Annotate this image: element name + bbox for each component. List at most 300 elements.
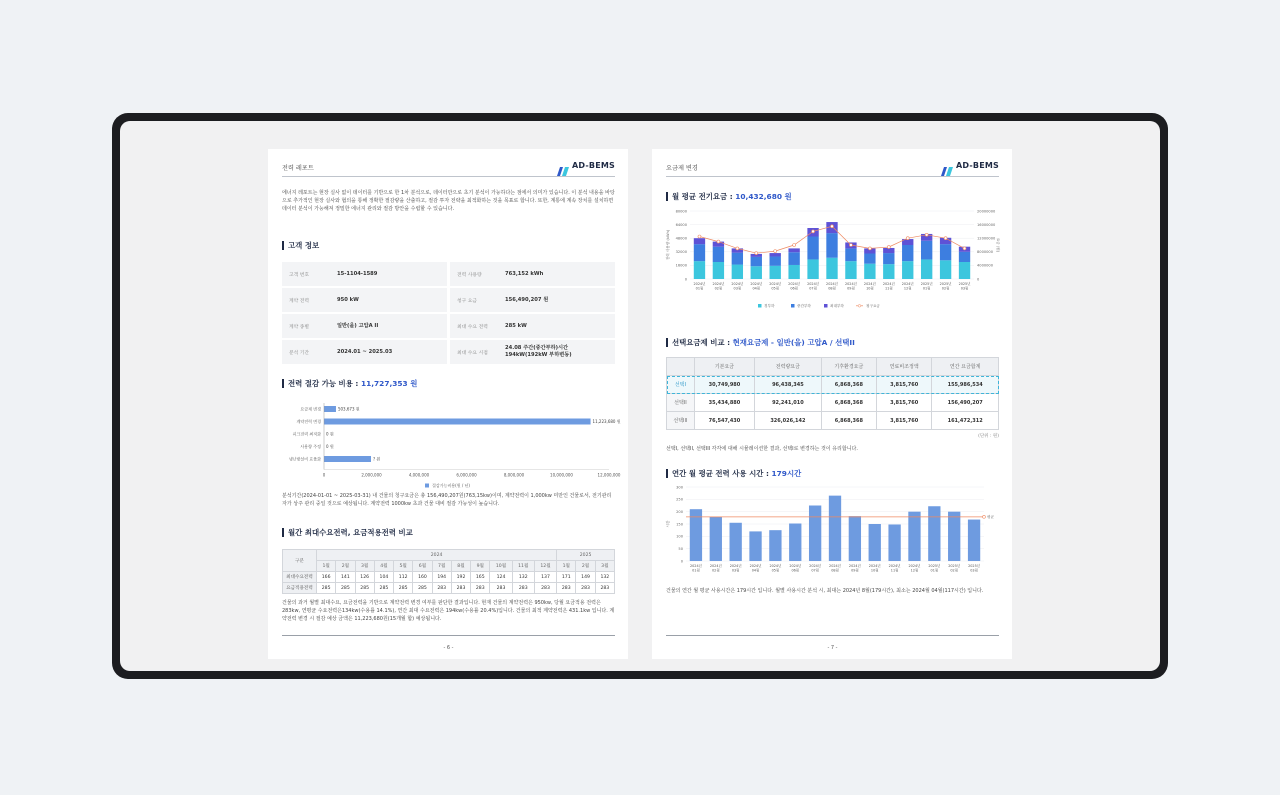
legend-label: 중간부하 [797, 304, 811, 308]
saving-text: 분석기간(2024-01-01 ~ 2025-03-31) 내 건물의 청구요금은 총 156,490,207원(763,15kw)이며, 계약전력이 1,000kw 미만인 건물로서, 전기관리자가 상주 관리 중일 것으로 예상됩니다. 계약전력 1000kw 초과 건물 대비 절감 가능성이 높습니다. [282, 493, 612, 507]
x-tick-label: 2024년 [868, 564, 881, 568]
x-tick-label: 01월 [930, 568, 939, 573]
table-cell: 165 [471, 572, 490, 583]
x-tick-label: 12,000,000 [597, 472, 621, 478]
table-cell: 149 [576, 572, 595, 583]
usage-section-title: 연간 월 평균 전력 사용 시간 : 179시간 [666, 469, 801, 478]
bar-data-label: 0 원 [326, 444, 334, 450]
table-cell: 283 [576, 583, 595, 594]
usage-bar [710, 517, 722, 561]
table-cell: 112 [394, 572, 413, 583]
cost-point [831, 225, 834, 228]
x-tick-label: 2025년 [920, 282, 933, 286]
table-cell: 137 [534, 572, 556, 583]
table-cell: 192 [451, 572, 470, 583]
info-label: 고객 번호 [289, 272, 310, 278]
table-cell: 3,815,760 [877, 376, 932, 394]
column-header [667, 358, 695, 376]
table-cell: 30,749,980 [694, 376, 754, 394]
month-header: 5월 [394, 561, 413, 572]
stacked-bar-segment [902, 245, 913, 261]
x-tick-label: 2024년 [788, 282, 801, 286]
page-footer [282, 635, 615, 651]
stacked-bar-segment [694, 238, 705, 244]
y-tick-label: 200 [676, 509, 683, 514]
saving-bar [324, 456, 371, 462]
stacked-bar-segment [864, 264, 875, 279]
info-cell [282, 314, 447, 338]
x-tick-label: 2024년 [689, 564, 702, 568]
info-value: 156,490,207 원 [505, 296, 549, 303]
average-label: 평균 [987, 515, 994, 520]
table-cell: 283 [432, 583, 451, 594]
stacked-bar-segment [959, 262, 970, 279]
legend-label: 청구요금 [866, 304, 880, 308]
x-tick-label: 01월 [922, 286, 931, 291]
month-header: 3월 [355, 561, 374, 572]
customer-section-title: 고객 정보 [282, 241, 319, 250]
cost-point [849, 244, 852, 247]
legend-swatch [425, 484, 429, 488]
legend-label: 경부하 [764, 304, 775, 308]
x-tick-label: 10월 [870, 568, 879, 573]
x-tick-label: 08월 [831, 568, 839, 573]
y-tick-label: 50 [678, 546, 683, 551]
usage-bar [928, 506, 940, 561]
month-header: 11월 [512, 561, 534, 572]
stacked-bar-segment [751, 266, 762, 279]
y-tick-label: 32000 [675, 250, 687, 255]
stacked-bar-segment [921, 241, 932, 260]
x-tick-label: 2024년 [829, 564, 841, 568]
x-tick-label: 2024년 [769, 282, 782, 286]
year-header: 2024 [317, 550, 557, 561]
brand-name: AD-BEMS [956, 161, 999, 170]
table-row [667, 412, 999, 430]
x-tick-label: 07월 [811, 568, 819, 573]
x-tick-label: 2024년 [848, 564, 861, 568]
x-tick-label: 01월 [692, 568, 700, 573]
bar-data-label: 11,223,680 원 [592, 419, 621, 425]
table-cell: 126 [355, 572, 374, 583]
page-footer [666, 635, 999, 651]
table-cell: 285 [317, 583, 336, 594]
table-cell: 76,547,430 [694, 412, 754, 430]
info-row [282, 340, 615, 364]
info-cell [450, 340, 615, 364]
table-cell: 92,241,010 [755, 394, 822, 412]
stacked-bar-segment [770, 266, 781, 279]
brand-logo [941, 161, 999, 170]
customer-info-grid [282, 262, 615, 366]
table-row [283, 572, 615, 583]
x-tick-label: 2024년 [809, 564, 822, 568]
page-number: - 7 - [827, 645, 838, 651]
usage-bar [829, 496, 841, 561]
table-cell: 96,438,345 [755, 376, 822, 394]
y-tick-label: 16000 [675, 263, 687, 268]
cost-point [868, 247, 871, 250]
x-tick-label: 01월 [695, 286, 704, 291]
stacked-bar-segment [694, 244, 705, 261]
table-cell: 132 [512, 572, 534, 583]
x-tick-label: 03월 [970, 568, 978, 573]
table-cell: 283 [451, 583, 470, 594]
report-page-7 [652, 149, 1012, 659]
month-header: 3월 [595, 561, 614, 572]
table-cell: 285 [336, 583, 355, 594]
x-tick-label: 6,000,000 [456, 472, 477, 478]
info-label: 계약 전력 [289, 298, 310, 304]
stacked-bar-segment [788, 252, 799, 265]
x-tick-label: 2024년 [750, 282, 763, 286]
month-header: 10월 [490, 561, 512, 572]
y2-tick-label: 4000000 [977, 263, 994, 268]
row-label: 요금적용전력 [283, 583, 317, 594]
x-tick-label: 2024년 [749, 564, 762, 568]
month-header: 2월 [336, 561, 355, 572]
info-row [282, 288, 615, 312]
saving-bar-chart [282, 397, 621, 493]
info-label: 분석 기간 [289, 350, 310, 356]
y2-tick-label: 8000000 [977, 250, 994, 255]
x-tick-label: 05월 [771, 286, 779, 291]
legend-swatch [791, 304, 795, 308]
stacked-bar-segment [940, 260, 951, 279]
x-tick-label: 2024년 [712, 282, 725, 286]
x-tick-label: 08월 [828, 286, 836, 291]
month-header: 4월 [374, 561, 393, 572]
x-tick-label: 11월 [885, 286, 893, 291]
x-tick-label: 10,000,000 [550, 472, 573, 478]
table-cell: 141 [336, 572, 355, 583]
saving-bar [324, 406, 336, 412]
usage-bar [869, 524, 881, 561]
row-label: 선택I [667, 376, 695, 394]
x-tick-label: 2025년 [928, 564, 941, 568]
intro-text: 에너지 레포트는 현장 실사 없이 데이터를 기반으로 한 1차 분석으로, 데이터만으로 초기 분석이 가능하다는 점에서 의미가 있습니다. 이 분석 내용을 바탕으로 추가적인 현장 실사와 협의을 통해 정확한 절감량을 산출하고, 절감 투자 전략을 최적화하는 것을 목표로 합니다. 또한, 계통에 계속 장치를 설치하면 데이터 분석이 가능해져 정밀한 에너지 관리와 절감 방안을 수립할 수 있습니다. [282, 190, 615, 212]
demand-table [282, 549, 615, 594]
table-row [667, 394, 999, 412]
stacked-bar-segment [713, 247, 724, 262]
legend-swatch [824, 304, 828, 308]
stacked-bar-segment [770, 253, 781, 256]
info-cell [282, 262, 447, 286]
bar-data-label: ? 원 [373, 456, 381, 462]
row-label: 최대수요전력 [283, 572, 317, 583]
table-cell: 124 [490, 572, 512, 583]
month-header: 9월 [471, 561, 490, 572]
compare-text: 선택I, 선택II, 선택III 각각에 대해 시뮬레이션한 결과, 선택I로 변경하는 것이 유리합니다. [666, 446, 858, 452]
x-tick-label: 2024년 [693, 282, 706, 286]
x-tick-label: 2024년 [888, 564, 901, 568]
brand-name: AD-BEMS [572, 161, 615, 170]
x-tick-label: 2024년 [709, 564, 722, 568]
cost-point [944, 237, 947, 240]
x-tick-label: 2,000,000 [361, 472, 382, 478]
x-tick-label: 0 [322, 472, 326, 478]
month-header: 6월 [413, 561, 432, 572]
table-cell: 3,815,760 [877, 394, 932, 412]
month-header: 12월 [534, 561, 556, 572]
stacked-bar-segment [826, 233, 837, 258]
y-tick-label: 64000 [675, 222, 687, 227]
cost-point [736, 247, 739, 250]
brand-logo-icon [557, 161, 569, 170]
page-header [666, 161, 999, 177]
x-tick-label: 03월 [733, 286, 742, 291]
average-marker [983, 515, 986, 518]
info-label: 전력 사용량 [457, 272, 482, 278]
monthly-cost-chart [666, 207, 999, 315]
table-cell: 171 [557, 572, 576, 583]
stacked-bar-segment [921, 259, 932, 279]
cost-point [698, 235, 701, 238]
y-axis-label: 전력 사용량 (kWh) [666, 229, 670, 261]
x-tick-label: 05월 [771, 568, 780, 573]
row-label: 선택III [667, 412, 695, 430]
x-tick-label: 2025년 [948, 564, 961, 568]
y-tick-label: 150 [676, 522, 683, 527]
x-tick-label: 2025년 [958, 282, 971, 286]
table-cell: 156,490,207 [932, 394, 999, 412]
cost-point [925, 233, 928, 236]
legend-swatch [758, 304, 762, 308]
y-tick-label: 250 [676, 497, 683, 502]
x-tick-label: 12월 [910, 568, 919, 573]
info-row [282, 314, 615, 338]
cost-point [717, 240, 720, 243]
info-value: 950 kW [337, 296, 359, 303]
stacked-bar-segment [732, 265, 743, 279]
y2-tick-label: 0 [977, 277, 980, 282]
table-cell: 285 [374, 583, 393, 594]
bar-category-label: 요금제 변경 [300, 406, 321, 412]
legend-label: 최대부하 [830, 304, 844, 308]
info-label: 계약 종별 [289, 324, 310, 330]
info-cell [450, 314, 615, 338]
stacked-bar-segment [883, 264, 894, 279]
table-cell: 283 [471, 583, 490, 594]
tablet-frame [112, 113, 1168, 679]
x-tick-label: 02월 [950, 568, 958, 573]
stacked-bar-segment [694, 261, 705, 279]
year-header: 2025 [557, 550, 615, 561]
brand-logo-icon [941, 161, 953, 170]
table-cell: 104 [374, 572, 393, 583]
stacked-bar-segment [883, 253, 894, 264]
info-cell [282, 340, 447, 364]
legend-label: 절감가능비용(원 / 년) [432, 483, 470, 488]
table-cell: 132 [595, 572, 614, 583]
column-header: 전력량요금 [755, 358, 822, 376]
info-label: 최대 수요 시점 [457, 350, 488, 356]
usage-bar [789, 524, 801, 561]
stacked-bar-segment [788, 265, 799, 279]
legend-line-marker [858, 305, 861, 308]
cost-point [774, 250, 777, 253]
stacked-bar-segment [751, 257, 762, 266]
table-cell: 6,868,368 [821, 376, 876, 394]
x-tick-label: 2024년 [769, 564, 782, 568]
stacked-bar-segment [807, 237, 818, 260]
usage-bar [968, 520, 980, 561]
saving-section-title: 전력 절감 가능 비용 : 11,727,353 원 [282, 379, 417, 388]
x-tick-label: 04월 [751, 568, 760, 573]
stacked-bar-segment [807, 259, 818, 279]
x-tick-label: 2024년 [789, 564, 802, 568]
table-header-row [667, 358, 999, 376]
y2-tick-label: 12000000 [977, 236, 996, 241]
bar-category-label: 냉난방설비 효율화 [288, 456, 321, 462]
stacked-bar-segment [770, 256, 781, 265]
info-value: 15-1104-1589 [337, 270, 378, 277]
x-tick-label: 04월 [752, 286, 761, 291]
x-tick-label: 02월 [712, 568, 720, 573]
x-tick-label: 2024년 [844, 282, 857, 286]
usage-bar [769, 530, 781, 561]
table-cell: 283 [557, 583, 576, 594]
tablet-screen [120, 121, 1160, 671]
row-label: 선택II [667, 394, 695, 412]
x-tick-label: 2024년 [882, 282, 895, 286]
table-row [667, 376, 999, 394]
table-row [283, 583, 615, 594]
table-cell: 285 [413, 583, 432, 594]
monthly-section-title: 월 평균 전기요금 : 10,432,680 원 [666, 192, 792, 201]
info-value: 285 kW [505, 322, 527, 329]
x-tick-label: 12월 [903, 286, 912, 291]
column-header: 연료비조정액 [877, 358, 932, 376]
stacked-bar-segment [959, 252, 970, 262]
stacked-bar-segment [902, 261, 913, 279]
table-cell: 166 [317, 572, 336, 583]
x-tick-label: 09월 [851, 568, 859, 573]
y-axis-label: 시간 [666, 520, 670, 528]
cost-point [793, 244, 796, 247]
usage-bar [849, 516, 861, 561]
table-cell: 283 [490, 583, 512, 594]
cost-point [906, 237, 909, 240]
y-tick-label: 0 [684, 277, 687, 282]
month-header: 1월 [557, 561, 576, 572]
stacked-bar-segment [864, 254, 875, 264]
stacked-bar-segment [788, 248, 799, 252]
info-value: 763,152 kWh [505, 270, 544, 277]
info-value: 24.08 주간(중간부하)시간 194kW(192kW 부하변동) [505, 345, 572, 358]
x-tick-label: 2025년 [968, 564, 981, 568]
x-tick-label: 2025년 [939, 282, 952, 286]
table-cell: 283 [512, 583, 534, 594]
x-tick-label: 2024년 [731, 282, 744, 286]
table-header-row [283, 561, 615, 572]
stacked-bar-segment [826, 258, 837, 279]
column-header: 기후환경요금 [821, 358, 876, 376]
cost-point [812, 230, 815, 233]
usage-bar [948, 512, 960, 561]
x-tick-label: 11월 [890, 568, 899, 573]
table-cell: 3,815,760 [877, 412, 932, 430]
x-tick-label: 2024년 [729, 564, 742, 568]
month-header: 1월 [317, 561, 336, 572]
y-tick-label: 100 [676, 534, 683, 539]
saving-bar [324, 419, 591, 425]
cost-point [887, 246, 890, 249]
stacked-bar-segment [845, 248, 856, 261]
x-tick-label: 02월 [714, 286, 723, 291]
x-tick-label: 4,000,000 [408, 472, 430, 478]
report-page-6 [268, 149, 628, 659]
table-corner: 구분 [283, 550, 317, 572]
y-tick-label: 80000 [675, 209, 687, 214]
usage-bar [888, 524, 900, 561]
compare-section-title: 선택요금제 비교 : 현재요금제 - 일반(을) 고압A / 선택II [666, 338, 855, 347]
x-tick-label: 2024년 [908, 564, 921, 568]
y2-tick-label: 20000000 [977, 209, 996, 214]
table-cell: 285 [355, 583, 374, 594]
column-header: 연간 요금합계 [932, 358, 999, 376]
bar-category-label: 사용량 주정 [300, 444, 321, 450]
y2-tick-label: 16000000 [977, 222, 996, 227]
brand-logo [557, 161, 615, 170]
bar-category-label: 피크전력 최적화 [292, 431, 321, 437]
month-header: 8월 [451, 561, 470, 572]
info-value: 2024.01 ~ 2025.03 [337, 348, 393, 355]
cost-point [755, 252, 758, 255]
x-tick-label: 2024년 [826, 282, 838, 286]
bar-category-label: 계약전력 변경 [296, 419, 321, 425]
x-tick-label: 03월 [731, 568, 740, 573]
info-label: 청구 요금 [457, 298, 478, 304]
bar-data-label: 503,673 원 [337, 406, 360, 412]
table-cell: 160 [413, 572, 432, 583]
stacked-bar-segment [940, 244, 951, 260]
rate-compare-table [666, 357, 999, 430]
table-cell: 326,026,142 [755, 412, 822, 430]
info-row [282, 262, 615, 286]
demand-section-title: 월간 최대수요전력, 요금적용전력 비교 [282, 528, 413, 537]
table-header-row [283, 550, 615, 561]
page-header-title: 요금제 변경 [666, 165, 698, 172]
table-unit: (단위 : 원) [978, 434, 999, 439]
page-number: - 6 - [443, 645, 454, 651]
x-tick-label: 8,000,000 [503, 472, 525, 478]
table-cell: 194 [432, 572, 451, 583]
x-tick-label: 06월 [791, 568, 800, 573]
x-tick-label: 07월 [809, 286, 817, 291]
table-cell: 161,472,312 [932, 412, 999, 430]
cost-point [963, 247, 966, 250]
usage-bar [730, 523, 742, 561]
column-header: 기본요금 [694, 358, 754, 376]
y2-axis-label: 요금 (원) [996, 237, 1000, 253]
y-tick-label: 300 [676, 485, 683, 490]
table-cell: 6,868,368 [821, 394, 876, 412]
usage-bar [809, 506, 821, 562]
info-cell [450, 288, 615, 312]
bar-data-label: 0 원 [326, 431, 334, 437]
x-tick-label: 02월 [941, 286, 950, 291]
page-header [282, 161, 615, 177]
x-tick-label: 2024년 [901, 282, 914, 286]
usage-bar [908, 512, 920, 561]
month-header: 2월 [576, 561, 595, 572]
demand-text: 건물의 과거 월별 최대수요, 요금전력을 기반으로 계약전력 변경 여부를 판단한 결과입니다. 현재 건물의 계약전력은 950kw, 당월 요금적용 전력은 283kw, 연평균 수요전력은134kw(수용률 14.1%), 연간 최대 수요전력은 194kw(수용률 20.4%)입니다. 건물의 최적 계약전력은 431.1kw 입니다. 계약전력 변경 시 절감 예상 금액은 11,223,680원(15개월 합) 예상됩니다. [282, 600, 615, 622]
info-value: 일반(을) 고압A II [337, 322, 379, 329]
info-cell [282, 288, 447, 312]
table-cell: 283 [595, 583, 614, 594]
table-cell: 285 [394, 583, 413, 594]
